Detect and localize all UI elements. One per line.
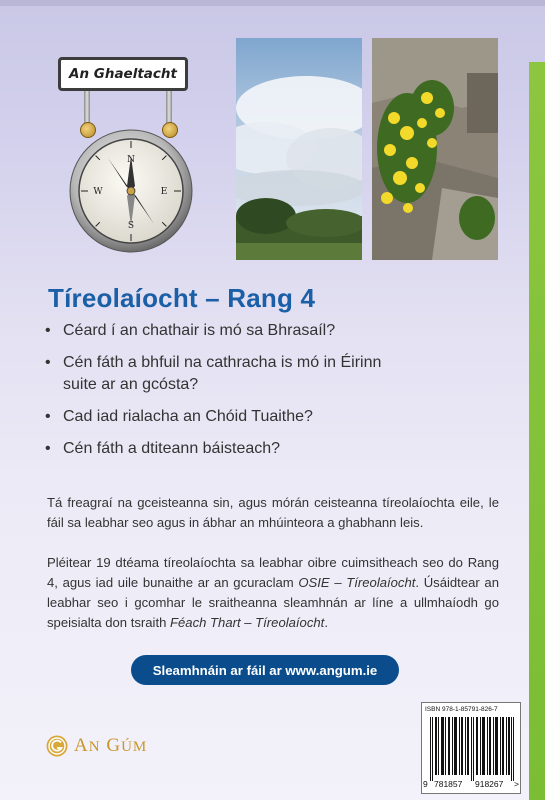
question-text: Cad iad rialacha an Chóid Tuaithe? (63, 408, 313, 425)
barcode-right-digits: 918267 (475, 779, 504, 789)
publisher-name (74, 735, 147, 757)
stone-wall-flowers-photo (372, 38, 498, 260)
bullet: • (45, 322, 51, 339)
sign-text: An Ghaeltacht (69, 66, 177, 82)
pub-n: N (88, 739, 101, 755)
question-item (43, 320, 483, 342)
svg-text:W: W (93, 187, 103, 197)
question-item (43, 352, 403, 396)
question-text: Cén fáth a bhfuil na cathracha is mó in Éirinn suite ar an gcósta? (63, 354, 382, 393)
page-title: Tíreolaíocht – Rang 4 (48, 283, 316, 313)
top-edge-shade (0, 0, 545, 6)
question-list (43, 320, 483, 470)
barcode-tail: > (514, 779, 519, 789)
bullet: • (45, 440, 51, 457)
compass-image (68, 128, 194, 254)
publisher-logo (46, 735, 147, 757)
series-title: Féach Thart – Tíreolaíocht (170, 615, 325, 630)
bullet: • (45, 408, 51, 425)
description-paragraph (47, 553, 499, 633)
pub-a: A (74, 735, 89, 756)
description-text-3: . (324, 615, 328, 630)
question-text: Céard í an chathair is mó sa Bhrasaíl? (63, 322, 336, 339)
barcode-bars (430, 717, 514, 781)
description-text-1: Pléitear 19 dtéama tíreolaíochta sa leabhar oibre cuimsitheach seo do Rang 4, agus iad uile bunaithe ar an gcuraclam (47, 555, 499, 590)
pub-um: ÚM (121, 739, 148, 755)
question-item (43, 438, 483, 460)
svg-text:S: S (127, 221, 135, 231)
intro-paragraph: Tá freagraí na gceisteanna sin, agus mórán ceisteanna tíreolaíochta eile, le fáil sa leabhar seo agus in ábhar an mhúinteora a ghabhann leis. (47, 495, 499, 530)
curriculum-title: OSIE – Tíreolaíocht (298, 575, 416, 590)
isbn-barcode (421, 702, 521, 794)
green-spine-strip (529, 62, 545, 800)
isbn-number: ISBN 978-1-85791-826-7 (425, 706, 498, 713)
barcode-lead-digit: 9 (423, 779, 428, 789)
question-text: Cén fáth a dtiteann báisteach? (63, 440, 281, 457)
gaeltacht-sign (58, 57, 188, 91)
publisher-logo-icon (46, 735, 68, 757)
sky-landscape-photo (236, 38, 362, 260)
pub-g: G (106, 735, 122, 756)
description-text-2: . Úsáidtear an leabhar seo i gcomhar le sraitheanna sleamhnán ar líne a ullmhaíodh go speisialta don tsraith (47, 575, 499, 630)
barcode-left-digits: 781857 (434, 779, 463, 789)
bullet: • (45, 354, 51, 371)
slides-link-button[interactable]: Sleamhnáin ar fáil ar www.angum.ie (131, 655, 399, 685)
question-item (43, 406, 483, 428)
svg-text:E: E (160, 187, 168, 197)
svg-text:N: N (127, 155, 135, 165)
